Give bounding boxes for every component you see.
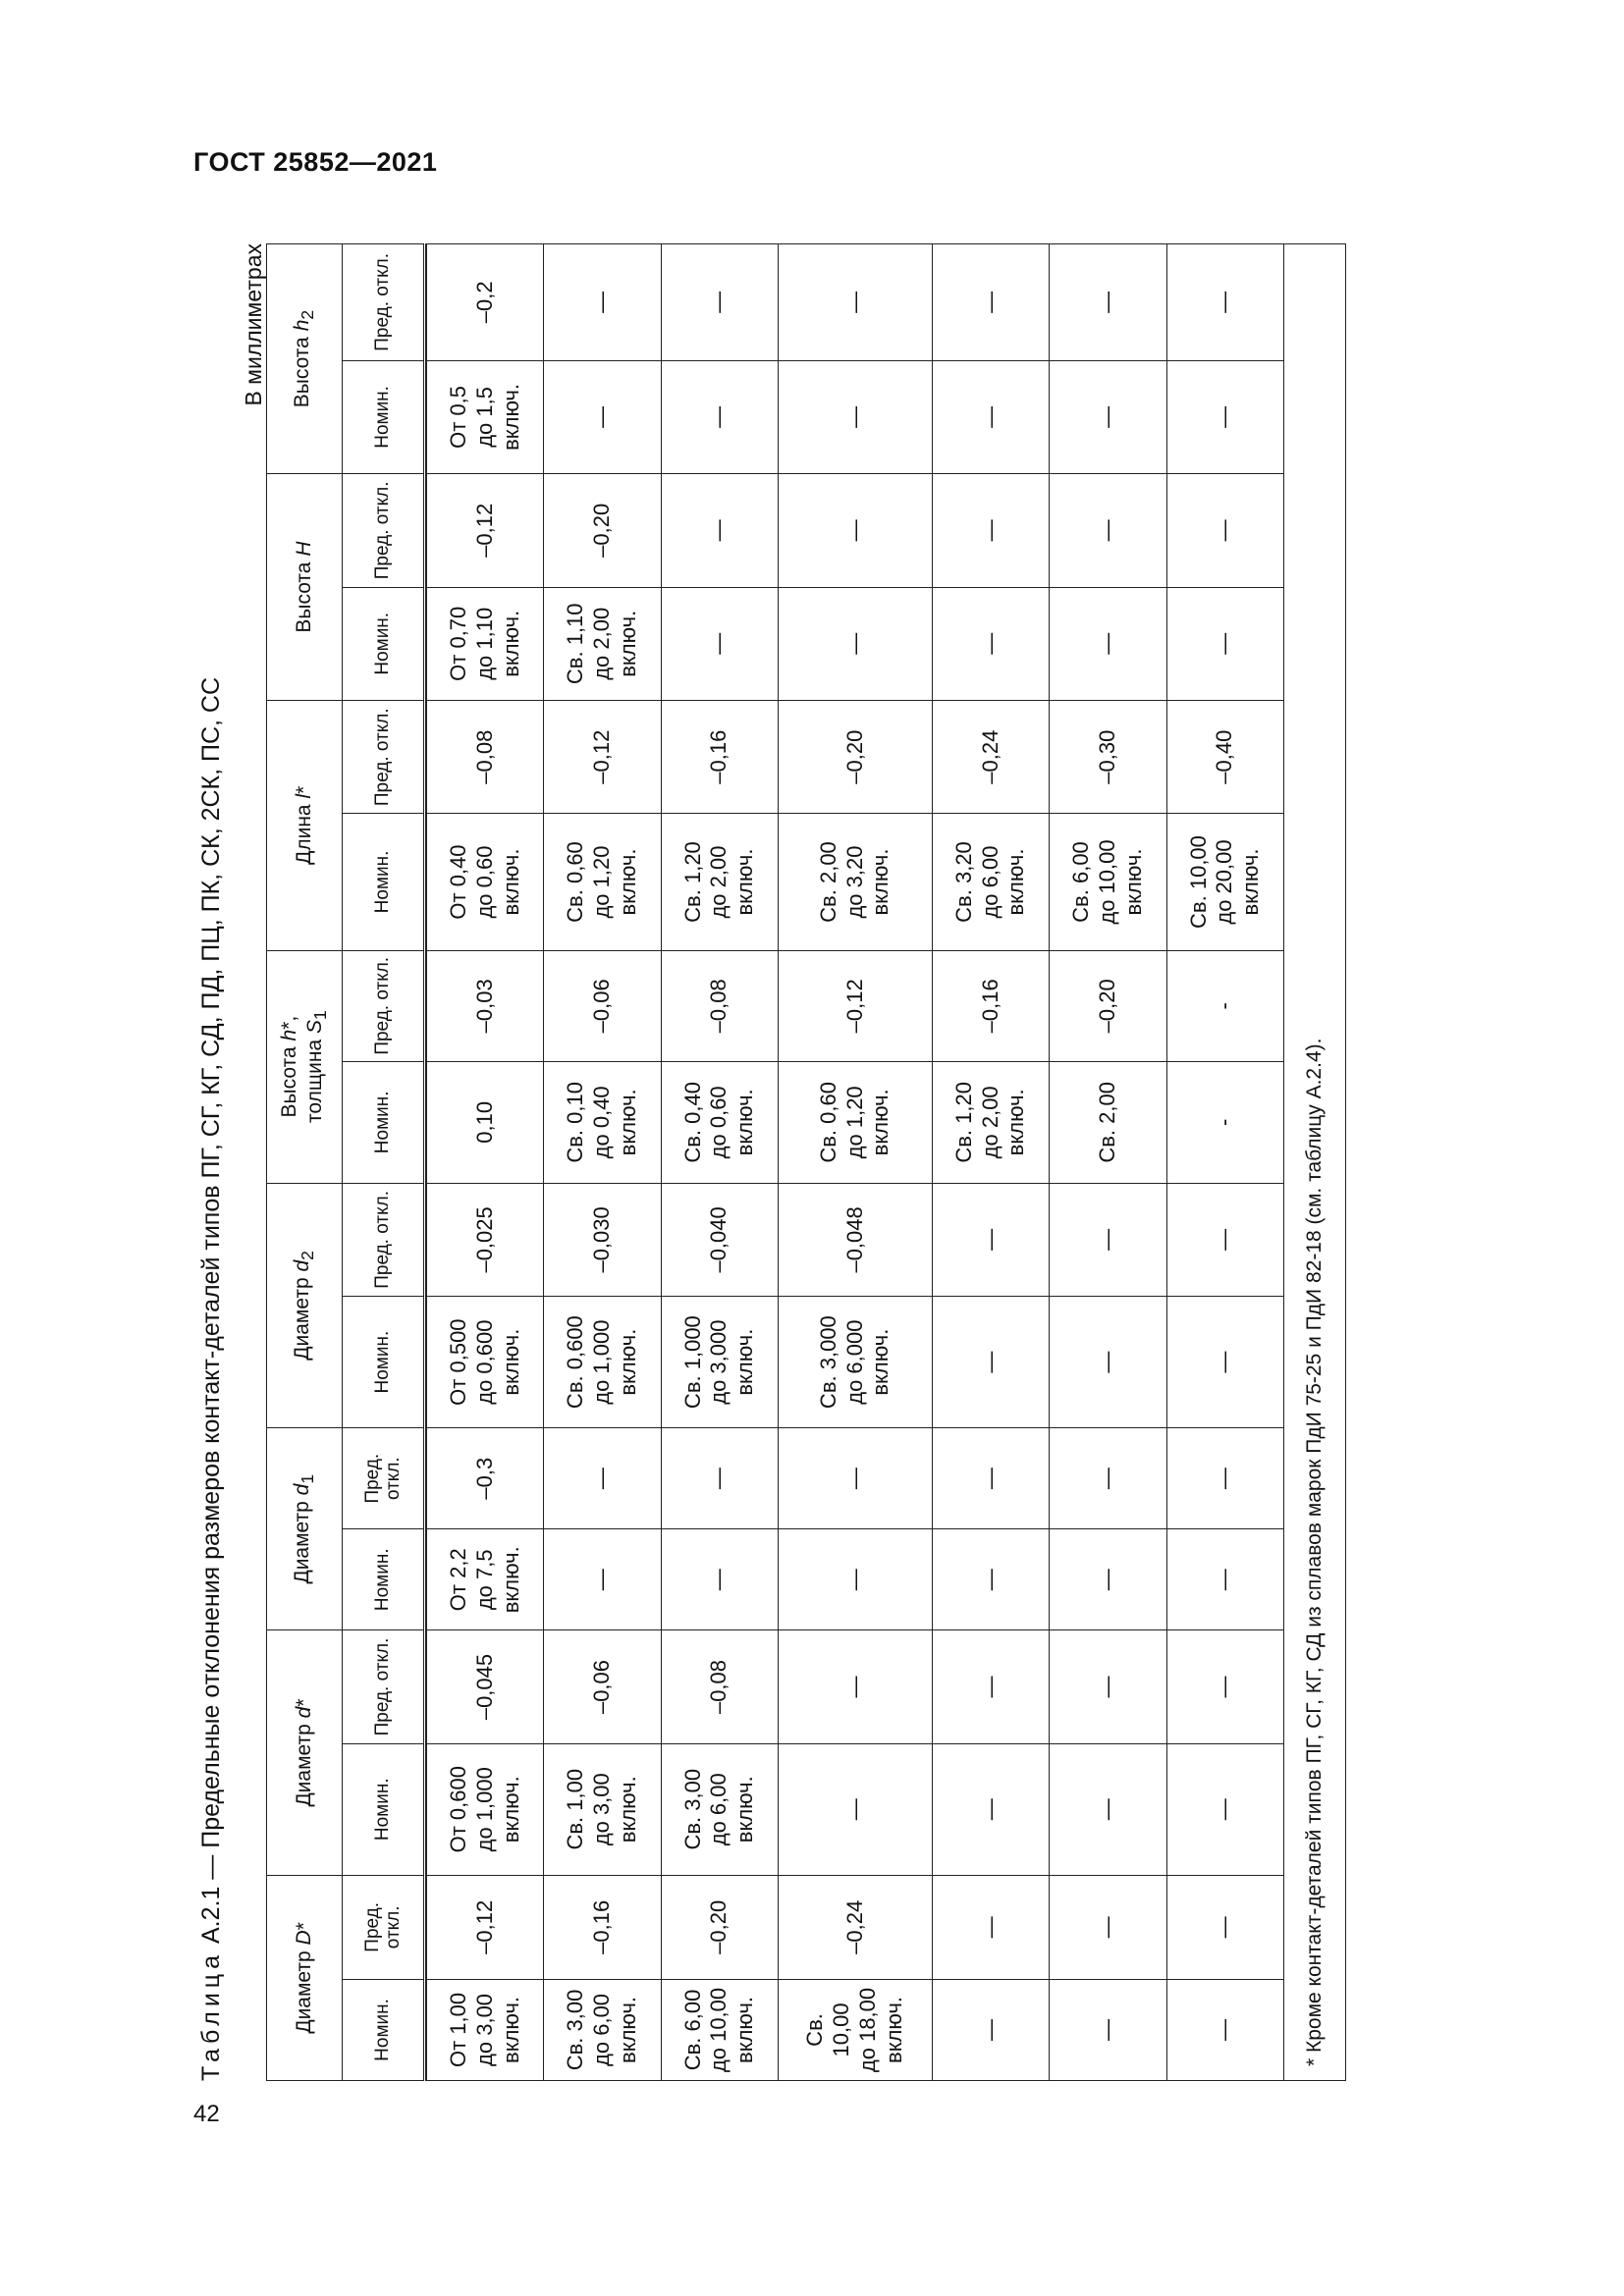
nominal-value-line: Св. 6,00 <box>1068 841 1094 923</box>
subheader-deviation: Пред. откл. <box>343 1183 425 1296</box>
deviation-value-cell: –0,048 <box>779 1183 933 1296</box>
table-row <box>544 244 661 2081</box>
subheader-nominal: Номин. <box>343 360 425 473</box>
nominal-value-line: включ. <box>615 1089 640 1156</box>
deviation-value-cell: –0,12 <box>427 1875 544 1979</box>
nominal-value-line: — <box>1095 405 1120 428</box>
subheader-nominal: Номин. <box>343 587 425 700</box>
subheader-deviation: Пред. откл. <box>343 1428 425 1529</box>
nominal-value-line: От 1,00 <box>445 1992 470 2068</box>
nominal-value-line: Св. 2,00 <box>1095 1082 1120 1163</box>
nominal-value-line: Св. 3,000 <box>815 1315 840 1410</box>
deviation-value-cell: –0,16 <box>932 950 1049 1061</box>
nominal-value-line: От 0,5 <box>445 385 470 449</box>
nominal-value-line: Св. 3,00 <box>679 1768 705 1850</box>
nominal-value-line: включ. <box>732 1089 758 1156</box>
nominal-value-line: включ. <box>732 1776 758 1843</box>
nominal-value-line: — <box>706 632 731 655</box>
deviation-value-cell: — <box>544 1428 661 1529</box>
deviation-value-cell: –0,16 <box>661 701 778 814</box>
nominal-value-line: до 20,00 <box>1212 839 1237 925</box>
subheader-deviation: Пред. откл. <box>343 701 425 814</box>
caption-label: Таблица <box>197 1949 225 2081</box>
nominal-value-line: до 10,00 <box>706 1987 731 2073</box>
deviation-value-cell: –0,24 <box>932 701 1049 814</box>
table-row <box>779 244 933 2081</box>
header-row-subcolumns <box>343 244 425 2081</box>
nominal-value-line: включ. <box>1238 848 1264 916</box>
nominal-value-line: От 0,500 <box>445 1318 470 1406</box>
nominal-value-line: до 6,00 <box>589 1993 615 2066</box>
nominal-value-cell <box>779 360 933 473</box>
subheader-deviation: Пред. откл. <box>343 1630 425 1743</box>
nominal-value-line: — <box>977 405 1002 428</box>
nominal-value-cell <box>1166 1979 1283 2080</box>
nominal-value-cell <box>1050 814 1166 950</box>
nominal-value-line: Св. 0,40 <box>679 1082 705 1163</box>
nominal-value-line: Св. 1,000 <box>679 1315 705 1410</box>
col-group-D: Диаметр D* <box>267 1875 343 2080</box>
deviation-value-cell: — <box>1050 1875 1166 1979</box>
deviation-value-cell: –0,20 <box>661 1875 778 1979</box>
nominal-value-line: Св. 10,00 <box>1185 835 1211 929</box>
nominal-value-cell <box>1166 814 1283 950</box>
deviation-value-cell: –0,025 <box>427 1183 544 1296</box>
nominal-value-cell <box>661 1979 778 2080</box>
nominal-value-line: Св. 0,600 <box>563 1315 588 1410</box>
col-group-l: Длина l* <box>267 701 343 951</box>
nominal-value-cell <box>661 360 778 473</box>
nominal-value-line: Св. 3,00 <box>563 1989 588 2071</box>
nominal-value-line: включ. <box>881 1996 906 2063</box>
nominal-value-line: Св. 0,10 <box>563 1082 588 1163</box>
deviation-value-cell: — <box>1166 1630 1283 1743</box>
nominal-value-line: От 0,600 <box>445 1766 470 1853</box>
nominal-value-line: включ. <box>498 1996 523 2063</box>
subheader-nominal: Номин. <box>343 1743 425 1875</box>
nominal-value-cell <box>427 1529 544 1630</box>
nominal-value-line: до 3,00 <box>589 1773 615 1846</box>
header-row-groups <box>267 244 343 2081</box>
nominal-value-line: включ. <box>498 383 523 451</box>
deviation-value-cell: — <box>779 474 933 587</box>
nominal-value-cell <box>544 1061 661 1183</box>
subheader-nominal: Номин. <box>343 1529 425 1630</box>
nominal-value-line: — <box>589 1569 615 1591</box>
nominal-value-line: Св. 1,20 <box>679 841 705 923</box>
nominal-value-line: включ. <box>1003 1089 1029 1156</box>
nominal-value-line: — <box>977 1351 1002 1373</box>
deviation-value-cell: –0,20 <box>779 701 933 814</box>
deviation-value-cell: –0,12 <box>544 701 661 814</box>
nominal-value-cell <box>1050 1529 1166 1630</box>
table-row <box>427 244 544 2081</box>
table-row <box>1050 244 1166 2081</box>
deviation-value-cell: — <box>661 244 778 361</box>
nominal-value-cell <box>932 587 1049 700</box>
nominal-value-line: — <box>841 632 867 655</box>
nominal-value-cell <box>544 1297 661 1428</box>
nominal-value-cell <box>1166 1297 1283 1428</box>
deviation-value-cell: –0,040 <box>661 1183 778 1296</box>
nominal-value-line: — <box>977 632 1002 655</box>
nominal-value-cell <box>661 1061 778 1183</box>
deviation-value-cell: — <box>932 1875 1049 1979</box>
subheader-deviation: Пред. откл. <box>343 244 425 361</box>
nominal-value-line: — <box>1212 1351 1237 1373</box>
deviation-value-cell: –0,2 <box>427 244 544 361</box>
nominal-value-cell <box>1050 587 1166 700</box>
nominal-value-line: включ. <box>615 1328 640 1396</box>
nominal-value-line: — <box>1212 1569 1237 1591</box>
nominal-value-cell <box>932 1061 1049 1183</box>
nominal-value-line: включ. <box>868 1089 893 1156</box>
deviation-value-cell: –0,20 <box>1050 950 1166 1061</box>
nominal-value-line: до 0,600 <box>471 1319 497 1405</box>
nominal-value-cell <box>932 1743 1049 1875</box>
nominal-value-cell <box>427 360 544 473</box>
nominal-value-line: - <box>1212 1118 1237 1126</box>
nominal-value-line: до 1,000 <box>471 1767 497 1852</box>
nominal-value-line: до 2,00 <box>706 845 731 919</box>
nominal-value-line: включ. <box>615 848 640 916</box>
nominal-value-cell <box>779 1529 933 1630</box>
deviation-value-cell: –0,30 <box>1050 701 1166 814</box>
nominal-value-line: до 2,00 <box>977 1086 1002 1159</box>
nominal-value-line: до 3,000 <box>706 1319 731 1405</box>
nominal-value-cell <box>1050 1297 1166 1428</box>
deviation-value-cell: –0,3 <box>427 1428 544 1529</box>
col-group-d2: Диаметр $d_2$ <box>267 1183 343 1427</box>
nominal-value-cell <box>779 1743 933 1875</box>
nominal-value-cell <box>779 814 933 950</box>
deviation-value-cell: –0,08 <box>427 701 544 814</box>
deviation-value-cell: — <box>932 1183 1049 1296</box>
deviation-value-cell: –0,24 <box>779 1875 933 1979</box>
nominal-value-cell <box>661 1743 778 1875</box>
nominal-value-line: до 1,10 <box>471 607 497 680</box>
nominal-value-line: включ. <box>868 1328 893 1396</box>
table-body <box>425 244 1284 2081</box>
nominal-value-line: — <box>841 405 867 428</box>
deviation-value-cell: — <box>932 474 1049 587</box>
nominal-value-cell <box>544 587 661 700</box>
deviation-value-cell: — <box>1166 244 1283 361</box>
nominal-value-line: до 0,60 <box>471 845 497 919</box>
nominal-value-line: включ. <box>1003 848 1029 916</box>
deviation-value-cell: –0,16 <box>544 1875 661 1979</box>
nominal-value-line: Св. 3,20 <box>950 841 976 923</box>
nominal-value-cell <box>932 1529 1049 1630</box>
col-group-d1: Диаметр $d_1$ <box>267 1428 343 1630</box>
nominal-value-line: — <box>1095 632 1120 655</box>
col-group-h-S1: Высота h*, толщина $S_1$ <box>267 950 343 1183</box>
deviation-value-cell: — <box>544 244 661 361</box>
nominal-value-line: Св. 0,60 <box>563 841 588 923</box>
nominal-value-line: — <box>1212 405 1237 428</box>
nominal-value-cell <box>779 587 933 700</box>
deviation-value-cell: –0,045 <box>427 1630 544 1743</box>
deviation-value-cell: — <box>1050 474 1166 587</box>
nominal-value-cell <box>932 814 1049 950</box>
col-group-d: Диаметр d* <box>267 1630 343 1875</box>
nominal-value-line: Св. 2,00 <box>815 841 840 923</box>
nominal-value-line: От 2,2 <box>445 1548 470 1612</box>
nominal-value-cell <box>427 814 544 950</box>
nominal-value-cell <box>544 1743 661 1875</box>
nominal-value-line: — <box>706 1569 731 1591</box>
nominal-value-line: до 3,20 <box>841 845 867 919</box>
deviation-value-cell: - <box>1166 950 1283 1061</box>
table-row <box>661 244 778 2081</box>
nominal-value-line: до 0,40 <box>589 1086 615 1159</box>
nominal-value-line: включ. <box>732 1328 758 1396</box>
col-group-h2: Высота $h_2$ <box>267 244 343 474</box>
deviation-value-cell: — <box>661 474 778 587</box>
nominal-value-cell <box>427 1979 544 2080</box>
subheader-nominal: Номин. <box>343 1979 425 2080</box>
nominal-value-line: — <box>589 405 615 428</box>
nominal-value-cell <box>427 1297 544 1428</box>
deviation-value-cell: –0,40 <box>1166 701 1283 814</box>
nominal-value-line: От 0,70 <box>445 606 470 681</box>
footnote-row <box>1284 244 1346 2081</box>
nominal-value-cell <box>1166 1529 1283 1630</box>
units-note: В миллиметрах <box>241 243 266 406</box>
nominal-value-line: до 6,00 <box>706 1773 731 1846</box>
nominal-value-cell <box>1166 1743 1283 1875</box>
nominal-value-cell <box>1050 1979 1166 2080</box>
nominal-value-cell <box>544 1529 661 1630</box>
nominal-value-line: включ. <box>732 1996 758 2063</box>
nominal-value-cell <box>932 1979 1049 2080</box>
deviation-value-cell: — <box>779 1428 933 1529</box>
nominal-value-line: — <box>706 405 731 428</box>
deviation-value-cell: –0,06 <box>544 950 661 1061</box>
subheader-deviation: Пред. откл. <box>343 474 425 587</box>
deviation-value-cell: — <box>1166 1428 1283 1529</box>
nominal-value-line: включ. <box>498 610 523 677</box>
nominal-value-line: до 3,00 <box>471 1993 497 2066</box>
nominal-value-line: включ. <box>498 1328 523 1396</box>
deviation-value-cell: — <box>1050 1428 1166 1529</box>
subheader-nominal: Номин. <box>343 814 425 950</box>
nominal-value-line: Св. 1,10 <box>563 603 588 685</box>
standard-code: ГОСТ 25852—2021 <box>193 147 438 177</box>
deviation-value-cell: –0,08 <box>661 950 778 1061</box>
nominal-value-line: — <box>977 1798 1002 1821</box>
deviation-value-cell: — <box>1166 474 1283 587</box>
nominal-value-line: От 0,40 <box>445 844 470 920</box>
subheader-nominal: Номин. <box>343 1297 425 1428</box>
nominal-value-cell <box>932 1297 1049 1428</box>
nominal-value-line: до 2,00 <box>589 607 615 680</box>
nominal-value-line: до 18,00 <box>854 1987 880 2073</box>
tolerance-table <box>266 243 1346 2081</box>
nominal-value-line: — <box>1212 2018 1237 2041</box>
deviation-value-cell: — <box>1050 1183 1166 1296</box>
nominal-value-line: до 1,5 <box>471 387 497 448</box>
nominal-value-line: — <box>1212 632 1237 655</box>
nominal-value-line: включ. <box>1120 848 1146 916</box>
nominal-value-cell <box>544 360 661 473</box>
nominal-value-cell <box>779 1061 933 1183</box>
caption-title: А.2.1 — Предельные отклонения размеров контакт-деталей типов ПГ, СГ, КГ, СД, ПД, ПЦ, ПК, СК, 2СК, ПС, СС <box>197 676 225 1950</box>
nominal-value-line: 0,10 <box>471 1100 497 1144</box>
deviation-value-cell: — <box>779 244 933 361</box>
nominal-value-line: до 6,00 <box>977 845 1002 919</box>
nominal-value-line: Св. 1,20 <box>950 1082 976 1163</box>
nominal-value-cell <box>661 1529 778 1630</box>
deviation-value-cell: — <box>1166 1875 1283 1979</box>
nominal-value-line: включ. <box>498 848 523 916</box>
deviation-value-cell: — <box>779 1630 933 1743</box>
nominal-value-cell <box>779 1979 933 2080</box>
nominal-value-line: до 1,20 <box>589 845 615 919</box>
deviation-value-cell: — <box>932 244 1049 361</box>
nominal-value-line: Св. 10,00 <box>802 2002 854 2057</box>
nominal-value-line: включ. <box>615 1996 640 2063</box>
nominal-value-line: Св. 0,60 <box>815 1082 840 1163</box>
deviation-value-cell: — <box>932 1630 1049 1743</box>
nominal-value-line: до 1,20 <box>841 1086 867 1159</box>
nominal-value-line: до 0,60 <box>706 1086 731 1159</box>
nominal-value-line: — <box>1095 1351 1120 1373</box>
nominal-value-line: до 1,000 <box>589 1319 615 1405</box>
nominal-value-line: — <box>1095 1798 1120 1821</box>
nominal-value-line: — <box>977 1569 1002 1591</box>
nominal-value-cell <box>1050 1061 1166 1183</box>
nominal-value-line: включ. <box>615 1776 640 1843</box>
deviation-value-cell: — <box>1166 1183 1283 1296</box>
deviation-value-cell: –0,12 <box>427 474 544 587</box>
nominal-value-cell <box>1050 1743 1166 1875</box>
table-row <box>932 244 1049 2081</box>
nominal-value-cell <box>427 1743 544 1875</box>
rotated-table-block <box>184 226 1342 2091</box>
nominal-value-line: включ. <box>498 1546 523 1614</box>
deviation-value-cell: — <box>1050 1630 1166 1743</box>
nominal-value-line: — <box>841 1798 867 1821</box>
deviation-value-cell: — <box>1050 244 1166 361</box>
nominal-value-line: Св. 1,00 <box>563 1768 588 1850</box>
nominal-value-line: — <box>977 2018 1002 2041</box>
deviation-value-cell: –0,030 <box>544 1183 661 1296</box>
nominal-value-line: — <box>1212 1798 1237 1821</box>
nominal-value-cell <box>1166 1061 1283 1183</box>
nominal-value-cell <box>1166 587 1283 700</box>
col-group-H: Высота H <box>267 474 343 701</box>
nominal-value-cell <box>1166 360 1283 473</box>
nominal-value-line: включ. <box>498 1776 523 1843</box>
nominal-value-cell <box>779 1297 933 1428</box>
deviation-value-cell: –0,08 <box>661 1630 778 1743</box>
nominal-value-line: — <box>1095 1569 1120 1591</box>
deviation-value-cell: — <box>661 1428 778 1529</box>
deviation-value-cell: –0,12 <box>779 950 933 1061</box>
nominal-value-cell <box>661 1297 778 1428</box>
nominal-value-cell <box>427 1061 544 1183</box>
subheader-deviation: Пред. откл. <box>343 1875 425 1979</box>
subheader-deviation: Пред. откл. <box>343 950 425 1061</box>
nominal-value-cell <box>427 587 544 700</box>
nominal-value-line: — <box>841 1569 867 1591</box>
nominal-value-line: до 7,5 <box>471 1549 497 1611</box>
page-number: 42 <box>193 2101 220 2127</box>
subheader-nominal: Номин. <box>343 1061 425 1183</box>
table-footnote: * Кроме контакт-деталей типов ПГ, СГ, КГ, СД из сплавов марок ПдИ 75-25 и ПдИ 82-18 (см. таблицу А.2.4). <box>1284 244 1346 2081</box>
nominal-value-cell <box>932 360 1049 473</box>
nominal-value-cell <box>544 1979 661 2080</box>
deviation-value-cell: — <box>932 1428 1049 1529</box>
deviation-value-cell: –0,06 <box>544 1630 661 1743</box>
nominal-value-line: до 6,000 <box>841 1319 867 1405</box>
nominal-value-line: включ. <box>615 610 640 677</box>
deviation-value-cell: –0,20 <box>544 474 661 587</box>
nominal-value-cell <box>661 814 778 950</box>
nominal-value-cell <box>1050 360 1166 473</box>
table-row <box>1166 244 1283 2081</box>
nominal-value-line: до 10,00 <box>1095 839 1120 925</box>
nominal-value-line: Св. 6,00 <box>679 1989 705 2071</box>
nominal-value-line: — <box>1095 2018 1120 2041</box>
nominal-value-cell <box>544 814 661 950</box>
table-caption <box>197 236 226 2081</box>
nominal-value-cell <box>661 587 778 700</box>
nominal-value-line: включ. <box>868 848 893 916</box>
nominal-value-line: включ. <box>732 848 758 916</box>
deviation-value-cell: –0,03 <box>427 950 544 1061</box>
